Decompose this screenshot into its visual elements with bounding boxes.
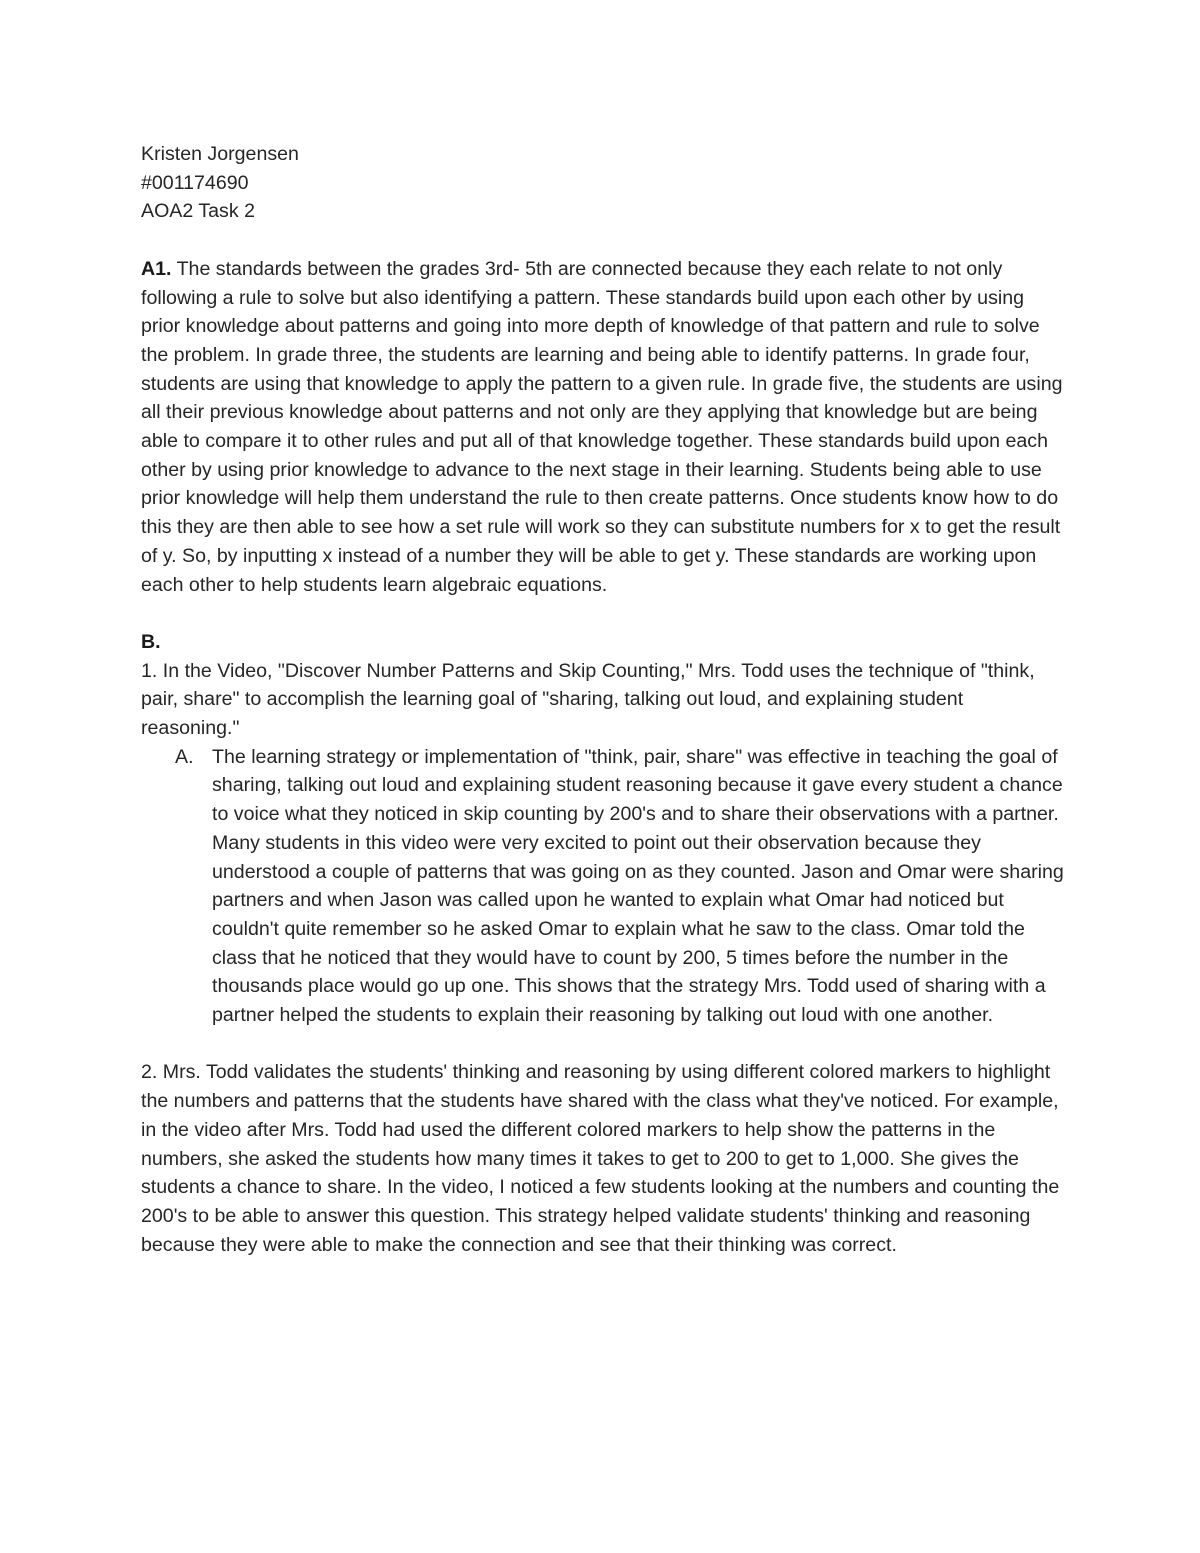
- section-b-item-2: 2. Mrs. Todd validates the students' thinking and reasoning by using different colored markers to highlight the numbers and patterns that the students have shared with the class what they've noticed. For example, in the video after Mrs. Todd had used the different colored markers to help show the patterns in the numbers, she asked the students how many times it takes to get to 200 to get to 1,000. She gives the students a chance to share. In the video, I noticed a few students looking at the numbers and counting the 200's to be able to answer this question. This strategy helped validate students' thinking and reasoning because they were able to make the connection and see that their thinking was correct.: [141, 1061, 1060, 1256]
- author-name: Kristen Jorgensen: [141, 143, 299, 165]
- spacer: [141, 226, 1066, 255]
- section-b-item-1: 1. In the Video, "Discover Number Patterns and Skip Counting," Mrs. Todd uses the technique of "think, pair, share" to accomplish the learning goal of "sharing, talking out loud, and explaining student reasoning.": [141, 659, 1035, 740]
- section-a1-paragraph: [141, 255, 1066, 599]
- task-title: AOA2 Task 2: [141, 200, 255, 223]
- section-a1-text: The standards between the grades 3rd- 5th are connected because they each relate to not only following a rule to solve but also identifying a pattern. These standards build upon each other by using prior knowledge about patterns and going into more depth of knowledge of that pattern and rule to solve the problem. In grade three, the students are learning and being able to identify patterns. In grade four, students are using that knowledge to apply the pattern to a given rule. In grade five, the students are using all their previous knowledge about patterns and not only are they applying that knowledge but are being able to compare it to other rules and put all of that knowledge together. These standards build upon each other by using prior knowledge to advance to the next stage in their learning. Students being able to use prior knowledge will help them understand the rule to then create patterns. Once students know how to do this they are then able to see how a set rule will work so they can substitute numbers for x to get the result of y. So, by inputting x instead of a number they will be able to get y. These standards are working upon each other to help students learn algebraic equations.: [141, 257, 1063, 596]
- document-body: [141, 140, 1066, 1259]
- sub-list-marker: A.: [175, 745, 194, 768]
- student-id: #001174690: [141, 171, 249, 194]
- section-b-label: B.: [141, 630, 161, 653]
- section-b-item-1-sub: [175, 743, 1066, 1030]
- section-b-item-1-sub-text: The learning strategy or implementation of "think, pair, share" was effective in teaching the goal of sharing, talking out loud and explaining student reasoning because it gave every student a chance to voice what they noticed in skip counting by 200's and to share their observations with a partner. Many students in this video were very excited to point out their observation because they understood a couple of patterns that was going on as they counted. Jason and Omar were sharing partners and when Jason was called upon he wanted to explain what Omar had noticed but couldn't quite remember so he asked Omar to explain what he saw to the class. Omar told the class that he noticed that they would have to count by 200, 5 times before the number in the thousands place would go up one. This shows that the strategy Mrs. Todd used of sharing with a partner helped the students to explain their reasoning by talking out loud with one another.: [212, 745, 1064, 1027]
- spacer: [141, 599, 1066, 628]
- spacer: [141, 1030, 1066, 1059]
- section-a1-label: A1.: [141, 257, 172, 280]
